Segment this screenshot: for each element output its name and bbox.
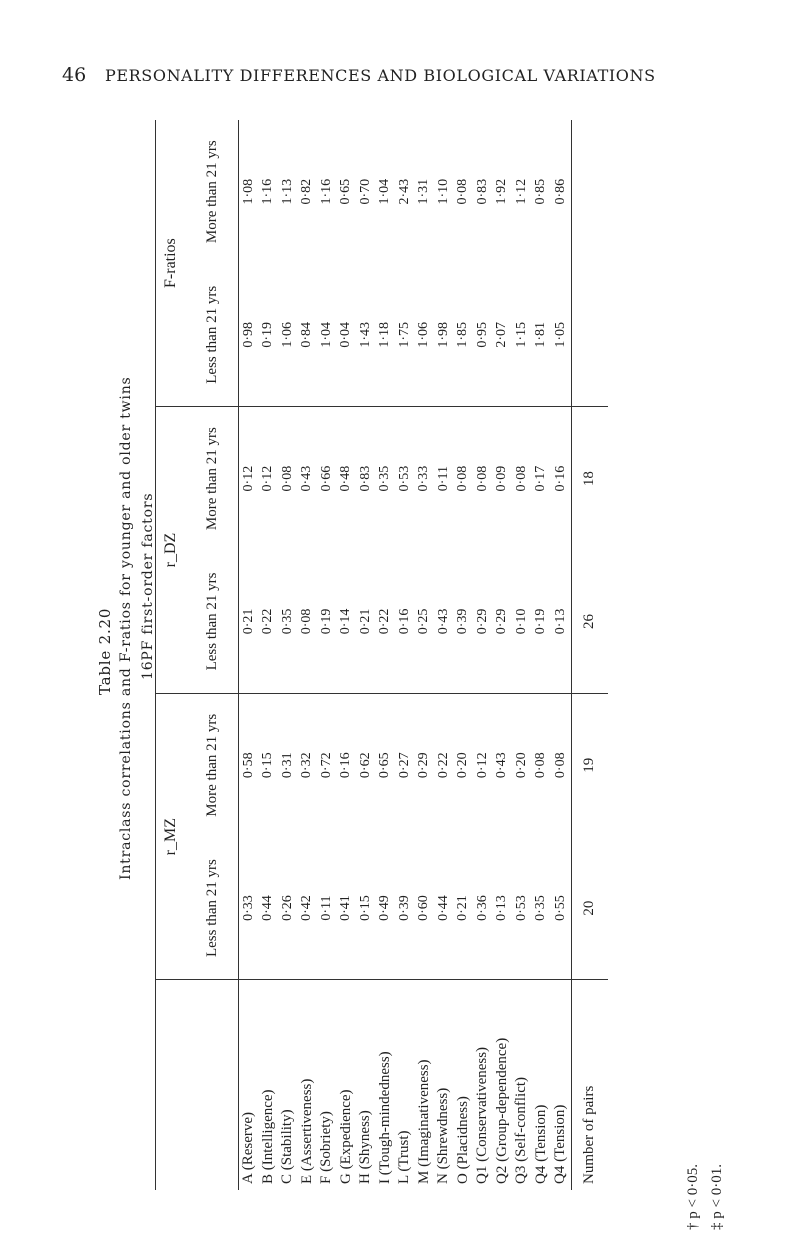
table-row	[512, 120, 532, 1190]
value-cell: 0·55	[551, 837, 571, 980]
value-cell: 0·12	[240, 465, 256, 492]
subhead: Less than 21 yrs	[186, 263, 239, 406]
note-p01: ‡ p < 0·01.	[709, 1164, 725, 1230]
value-cell: 1·08	[240, 178, 256, 205]
value-cell: 0·20	[513, 752, 529, 779]
value-cell: 0·19	[259, 263, 279, 406]
value-cell: 0·72	[318, 752, 334, 779]
value-cell: 0·12	[260, 465, 276, 492]
value-cell: 0·15	[356, 837, 376, 980]
value-cell: 0·25	[415, 550, 435, 693]
pairs-row	[571, 120, 608, 1190]
value-cell: 0·29	[493, 550, 513, 693]
factor-label: E (Assertiveness)	[298, 1078, 315, 1184]
factor-label: Q1 (Conservativeness)	[474, 1046, 491, 1184]
value-cell: 0·08	[552, 752, 568, 779]
value-cell: 0·22	[259, 550, 279, 693]
factor-label: H (Shyness)	[357, 1110, 374, 1184]
value-cell: 0·19	[532, 550, 552, 693]
subhead: More than 21 yrs	[204, 140, 220, 244]
value-cell: 1·12	[513, 178, 529, 205]
table-row	[259, 120, 279, 1190]
value-cell: 0·53	[396, 465, 412, 492]
value-cell: 0·08	[474, 465, 490, 492]
value-cell: 2·43	[396, 178, 412, 205]
pairs-cell: 26	[571, 550, 608, 693]
value-cell: 0·36	[473, 837, 493, 980]
value-cell: 0·39	[454, 550, 474, 693]
value-cell: 0·35	[532, 837, 552, 980]
table-row	[298, 120, 318, 1190]
factor-label: M (Imaginativeness)	[415, 1059, 432, 1184]
value-cell: 0·21	[239, 550, 259, 693]
value-cell: 0·08	[279, 465, 295, 492]
value-cell: 0·35	[278, 550, 298, 693]
subhead: Less than 21 yrs	[186, 550, 239, 693]
factor-label: Q3 (Self-conflict)	[513, 1076, 530, 1184]
value-cell: 0·53	[512, 837, 532, 980]
table-subtitle: 16PF first-order factors	[140, 492, 156, 680]
value-cell: 1·04	[377, 178, 393, 205]
table-row	[473, 120, 493, 1190]
value-cell: 0·16	[552, 465, 568, 492]
value-cell: 0·42	[298, 837, 318, 980]
value-cell: 1·18	[376, 263, 396, 406]
value-cell: 0·39	[395, 837, 415, 980]
value-cell: 0·16	[395, 550, 415, 693]
group-head-fratios: F-ratios	[156, 120, 187, 407]
value-cell: 0·09	[494, 465, 510, 492]
value-cell: 1·06	[415, 263, 435, 406]
value-cell: 0·44	[259, 837, 279, 980]
value-cell: 0·70	[357, 178, 373, 205]
note-p05: † p < 0·05.	[685, 1164, 701, 1230]
value-cell: 0·83	[474, 178, 490, 205]
value-cell: 0·33	[416, 465, 432, 492]
value-cell: 1·92	[494, 178, 510, 205]
factor-label: B (Intelligence)	[259, 1089, 276, 1184]
value-cell: 0·84	[298, 263, 318, 406]
value-cell: 0·62	[357, 752, 373, 779]
value-cell: 0·20	[455, 752, 471, 779]
value-cell: 0·95	[473, 263, 493, 406]
value-cell: 1·04	[317, 263, 337, 406]
factor-label: A (Reserve)	[240, 1111, 257, 1184]
pairs-cell: 18	[581, 471, 597, 487]
value-cell: 0·08	[298, 550, 318, 693]
value-cell: 0·44	[434, 837, 454, 980]
value-cell: 1·05	[551, 263, 571, 406]
table-title: Intraclass correlations and F-ratios for younger and older twins	[118, 376, 134, 880]
value-cell: 0·29	[416, 752, 432, 779]
value-cell: 0·27	[396, 752, 412, 779]
value-cell: 0·86	[552, 178, 568, 205]
value-cell: 1·16	[260, 178, 276, 205]
pairs-cell	[571, 263, 608, 406]
value-cell: 0·16	[338, 752, 354, 779]
value-cell: 0·22	[435, 752, 451, 779]
subhead: More than 21 yrs	[204, 427, 220, 531]
pairs-cell: 19	[581, 757, 597, 773]
table-row	[551, 120, 571, 1190]
value-cell: 1·31	[416, 178, 432, 205]
value-cell: 0·32	[299, 752, 315, 779]
factor-label: O (Placidness)	[454, 1096, 471, 1184]
value-cell: 0·65	[377, 752, 393, 779]
table-label: Table 2.20	[96, 607, 114, 695]
table-row	[376, 120, 396, 1190]
value-cell: 0·14	[337, 550, 357, 693]
value-cell: 0·31	[279, 752, 295, 779]
value-cell: 0·60	[415, 837, 435, 980]
value-cell: 0·15	[260, 752, 276, 779]
value-cell: 1·15	[512, 263, 532, 406]
value-cell: 0·43	[299, 465, 315, 492]
group-head-rdz: r_DZ	[156, 407, 187, 694]
value-cell: 0·48	[338, 465, 354, 492]
column-group-row	[156, 120, 187, 1190]
value-cell: 0·66	[318, 465, 334, 492]
value-cell: 0·08	[455, 178, 471, 205]
table-notes	[677, 1095, 787, 1245]
value-cell: 1·75	[395, 263, 415, 406]
value-cell: 0·49	[376, 837, 396, 980]
value-cell: 1·85	[454, 263, 474, 406]
stub-subhead	[186, 980, 239, 1190]
value-cell: 1·98	[434, 263, 454, 406]
table-row	[395, 120, 415, 1190]
table-row	[317, 120, 337, 1190]
table-row	[434, 120, 454, 1190]
value-cell: 0·65	[338, 178, 354, 205]
subhead: More than 21 yrs	[204, 713, 220, 817]
pairs-label: Number of pairs	[581, 1085, 597, 1184]
value-cell: 0·43	[494, 752, 510, 779]
pairs-cell	[571, 120, 608, 263]
value-cell: 2·07	[493, 263, 513, 406]
value-cell: 1·81	[532, 263, 552, 406]
factor-label: Q4 (Tension)	[532, 1104, 549, 1184]
value-cell: 0·58	[240, 752, 256, 779]
value-cell: 0·22	[376, 550, 396, 693]
factor-label: Q4 (Tension)	[552, 1104, 569, 1184]
table-row	[239, 120, 259, 1190]
factor-label: Q2 (Group-dependence)	[493, 1037, 510, 1184]
factor-label: N (Shrewdness)	[435, 1087, 452, 1184]
value-cell: 0·10	[512, 550, 532, 693]
value-cell: 0·83	[357, 465, 373, 492]
value-cell: 0·04	[337, 263, 357, 406]
value-cell: 0·11	[435, 466, 451, 492]
pairs-cell: 20	[571, 837, 608, 980]
value-cell: 0·17	[533, 465, 549, 492]
table-row	[337, 120, 357, 1190]
correlation-table	[155, 120, 608, 1190]
value-cell: 0·35	[377, 465, 393, 492]
stub-head	[156, 980, 187, 1190]
value-cell: 0·08	[455, 465, 471, 492]
page-number: 46	[62, 64, 87, 86]
value-cell: 1·16	[318, 178, 334, 205]
table-body	[239, 120, 572, 1190]
rotated-table-area	[155, 120, 625, 1190]
value-cell: 0·43	[434, 550, 454, 693]
value-cell: 0·82	[299, 178, 315, 205]
value-cell: 0·21	[454, 837, 474, 980]
value-cell: 1·06	[278, 263, 298, 406]
value-cell: 0·29	[473, 550, 493, 693]
value-cell: 0·13	[551, 550, 571, 693]
factor-label: G (Expedience)	[337, 1089, 354, 1184]
value-cell: 0·08	[533, 752, 549, 779]
value-cell: 0·26	[278, 837, 298, 980]
table-row	[415, 120, 435, 1190]
value-cell: 0·33	[239, 837, 259, 980]
value-cell: 0·13	[493, 837, 513, 980]
factor-label: C (Stability)	[279, 1109, 296, 1184]
factor-label: F (Sobriety)	[318, 1111, 335, 1184]
value-cell: 0·11	[317, 837, 337, 980]
value-cell: 0·12	[474, 752, 490, 779]
column-subhead-row	[186, 120, 239, 1190]
value-cell: 1·10	[435, 178, 451, 205]
value-cell: 0·21	[356, 550, 376, 693]
table-row	[356, 120, 376, 1190]
value-cell: 1·43	[356, 263, 376, 406]
value-cell: 0·08	[513, 465, 529, 492]
table-row	[493, 120, 513, 1190]
group-head-rmz: r_MZ	[156, 693, 187, 980]
value-cell: 1·13	[279, 178, 295, 205]
table-row	[532, 120, 552, 1190]
value-cell: 0·19	[317, 550, 337, 693]
factor-label: L (Trust)	[396, 1130, 413, 1184]
table-row	[278, 120, 298, 1190]
factor-label: I (Tough-mindedness)	[376, 1051, 393, 1184]
value-cell: 0·85	[533, 178, 549, 205]
running-head: PERSONALITY DIFFERENCES AND BIOLOGICAL VARIATIONS	[105, 66, 656, 85]
value-cell: 0·41	[337, 837, 357, 980]
value-cell: 0·98	[239, 263, 259, 406]
table-row	[454, 120, 474, 1190]
subhead: Less than 21 yrs	[186, 837, 239, 980]
